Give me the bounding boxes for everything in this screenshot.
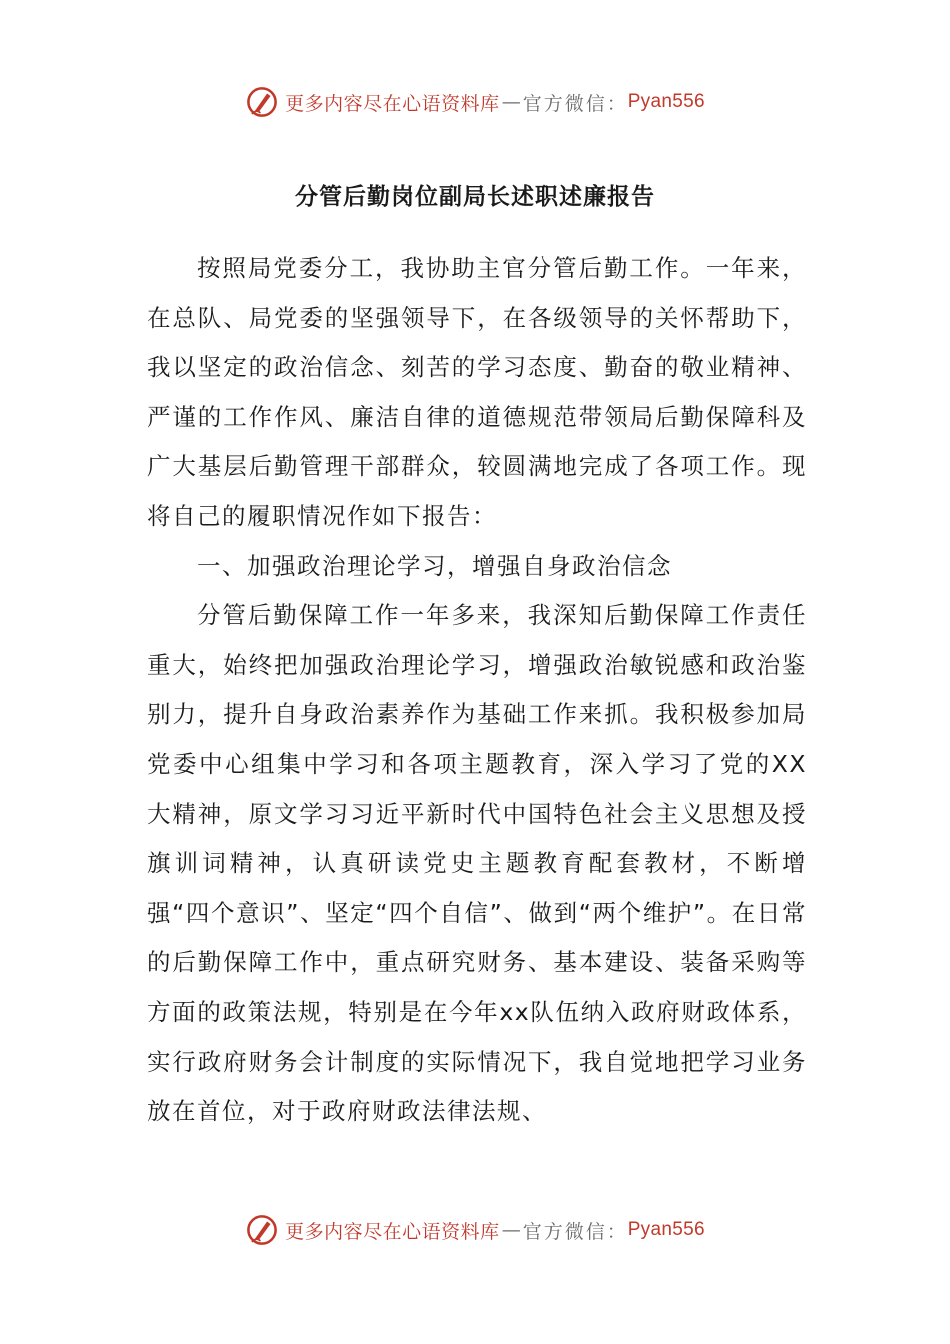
watermark-wechat-id: Pyan556 bbox=[627, 1219, 705, 1240]
watermark-label: 官方微信： bbox=[522, 92, 628, 115]
section-heading-1: 一、加强政治理论学习，增强自身政治信念 bbox=[197, 551, 672, 580]
watermark-header bbox=[0, 82, 950, 122]
watermark-label: 官方微信： bbox=[522, 1220, 628, 1243]
watermark-separator: — bbox=[501, 91, 521, 113]
watermark-separator: — bbox=[501, 1219, 521, 1241]
document-title: 分管后勤岗位副局长述职述廉报告 bbox=[295, 184, 655, 210]
watermark-text: 更多内容尽在心语资料库 bbox=[285, 1220, 500, 1243]
pen-circle-icon bbox=[245, 85, 279, 119]
paragraph-section-1: 分管后勤保障工作一年多来，我深知后勤保障工作责任重大，始终把加强政治理论学习，增强政治敏锐感和政治鉴别力，提升自身政治素养作为基础工作来抓。我积极参加局党委中心组集中学习和各项主题教育，深入学习了党的XX大精神，原文学习习近平新时代中国特色社会主义思想及授旗训词精神，认真研读党史主题教育配套教材，不断增强“四个意识”、坚定“四个自信”、做到“两个维护”。在日常的后勤保障工作中，重点研究财务、基本建设、装备采购等方面的政策法规，特别是在今年xx队伍纳入政府财政体系，实行政府财务会计制度的实际情况下，我自觉地把学习业务放在首位，对于政府财政法律法规、 bbox=[147, 601, 807, 1126]
paragraph-intro: 按照局党委分工，我协助主官分管后勤工作。一年来，在总队、局党委的坚强领导下，在各级领导的关怀帮助下，我以坚定的政治信念、刻苦的学习态度、勤奋的敬业精神、严谨的工作作风、廉洁自律的道德规范带领局后勤保障科及广大基层后勤管理干部群众，较圆满地完成了各项工作。现将自己的履职情况作如下报告： bbox=[147, 254, 807, 530]
watermark-text: 更多内容尽在心语资料库 bbox=[285, 92, 500, 115]
pen-circle-icon bbox=[245, 1213, 279, 1247]
watermark-footer bbox=[0, 1210, 950, 1250]
document-body bbox=[147, 244, 807, 1137]
watermark-wechat-id: Pyan556 bbox=[627, 91, 705, 112]
